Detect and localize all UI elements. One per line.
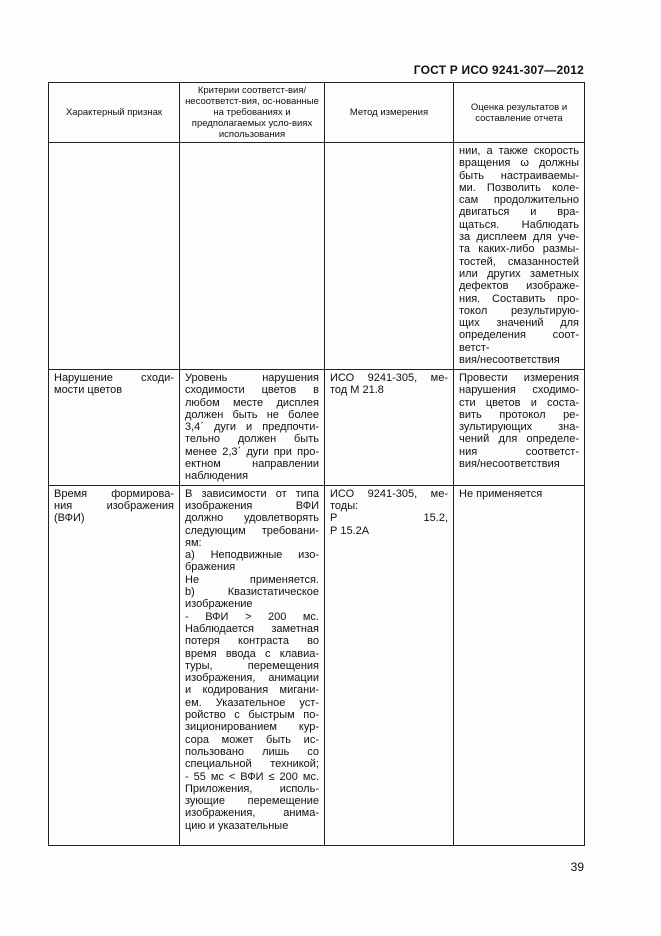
text-line: Р 15.2, xyxy=(330,512,448,525)
text-line: ям: xyxy=(185,536,202,549)
text-line: Наблюдается заметная xyxy=(185,622,319,635)
row1-evaluation xyxy=(454,143,585,370)
header-criteria: Критерии соответст-вия/несоответст-вия, ос-нованные на требованиях и предполагаемых усло-виях использования xyxy=(180,83,325,143)
text-line: вращения ω должны xyxy=(459,157,579,170)
row3-characteristic xyxy=(49,485,180,845)
text-line: нарушения сходимо- xyxy=(459,384,579,397)
text-line: Р 15.2А xyxy=(330,524,370,537)
text-line: вить протокол ре- xyxy=(459,408,579,421)
text-line: ми. Позволить коле- xyxy=(459,181,579,194)
text-line: ния. Составить про- xyxy=(459,292,579,305)
text-line: определения соот- xyxy=(459,329,579,342)
row3-evaluation xyxy=(454,485,585,845)
text-line: ектном направлении xyxy=(185,458,319,471)
text-line: сходимости цветов в xyxy=(185,384,319,397)
text-line: за дисплеем для уче- xyxy=(459,231,579,244)
row1-method xyxy=(325,143,454,370)
document-id: ГОСТ Р ИСО 9241-307—2012 xyxy=(413,63,584,77)
text-line: токол результирую- xyxy=(459,304,579,317)
text-line: ройство с быстрым по- xyxy=(185,709,319,722)
text-line: (ВФИ) xyxy=(54,512,85,525)
text-line: зультирующих зна- xyxy=(459,421,579,434)
row3-criteria xyxy=(180,485,325,845)
text-line: наблюдения xyxy=(185,470,249,483)
page-number: 39 xyxy=(570,860,584,874)
table-row xyxy=(49,143,585,370)
text-line: Не применяется xyxy=(459,487,543,500)
text-line: тоды: xyxy=(330,499,359,512)
text-line: ИСО 9241-305, ме- xyxy=(330,372,448,384)
text-line: ния изображения xyxy=(54,499,174,512)
text-line: Нарушение сходи- xyxy=(54,372,174,384)
header-characteristic: Характерный признак xyxy=(49,83,180,143)
text-line: изображения, анима- xyxy=(185,807,319,820)
text-line: менее 2,3΄ дуги при про- xyxy=(185,445,319,458)
text-line: ветст- xyxy=(459,341,490,354)
text-line: сора может быть ис- xyxy=(185,733,319,746)
header-evaluation: Оценка результатов и составление отчета xyxy=(454,83,585,143)
text-line: или других заметных xyxy=(459,267,579,280)
text-line: быть настраиваемы- xyxy=(459,169,579,182)
text-line: изображения ВФИ xyxy=(185,499,319,512)
text-line: и кодирования мигани- xyxy=(185,684,319,697)
text-line: нии, а также скорость xyxy=(459,145,579,157)
text-line: вия/несоответствия xyxy=(459,458,560,471)
text-line: Провести измерения xyxy=(459,372,579,384)
text-line: туры, перемещения xyxy=(185,659,319,672)
requirements-table xyxy=(48,82,585,846)
text-line: чений для определе- xyxy=(459,433,579,446)
row1-characteristic xyxy=(49,143,180,370)
text-line: бражения xyxy=(185,561,236,574)
row3-method xyxy=(325,485,454,845)
text-line: b) Квазистатическое xyxy=(185,586,319,599)
row2-characteristic xyxy=(49,370,180,486)
text-line: сам продолжительно xyxy=(459,194,579,207)
text-line: ИСО 9241-305, ме- xyxy=(330,487,448,500)
text-line: ния соответст- xyxy=(459,445,579,458)
table-row xyxy=(49,370,585,486)
text-line: а) Неподвижные изо- xyxy=(185,549,319,562)
header-method: Метод измерения xyxy=(325,83,454,143)
text-line: мости цветов xyxy=(54,384,123,397)
table-header-row xyxy=(49,83,585,143)
text-line: специальной техникой; xyxy=(185,758,319,771)
text-line: Не применяется. xyxy=(185,573,319,586)
row2-criteria xyxy=(180,370,325,486)
text-line: любом месте дисплея xyxy=(185,396,319,409)
text-line: - 55 мс < ВФИ ≤ 200 мс. xyxy=(185,770,319,783)
text-line: тостей, смазанностей xyxy=(459,255,579,268)
row2-evaluation xyxy=(454,370,585,486)
text-line: следующим требовани- xyxy=(185,524,319,537)
text-line: тод М 21.8 xyxy=(330,384,384,397)
row1-criteria xyxy=(180,143,325,370)
row2-method xyxy=(325,370,454,486)
text-line: должно удовлетворять xyxy=(185,512,319,525)
text-line: тельно должен быть xyxy=(185,433,319,446)
text-line: дефектов изображе- xyxy=(459,280,579,293)
text-line: Приложения, исполь- xyxy=(185,782,319,795)
text-line: В зависимости от типа xyxy=(185,487,319,500)
text-line: - ВФИ > 200 мс. xyxy=(185,610,319,623)
text-line: щих значений для xyxy=(459,317,579,330)
text-line: пользовано лишь со xyxy=(185,745,319,758)
text-line: должен быть не более xyxy=(185,408,319,421)
text-line: время ввода с клавиа- xyxy=(185,647,319,660)
text-line: цию и указательные xyxy=(185,819,289,832)
text-line: вия/несоответствия xyxy=(459,354,560,367)
text-line: сти цветов и соста- xyxy=(459,396,579,409)
text-line: зиционированием кур- xyxy=(185,721,319,734)
text-line: Уровень нарушения xyxy=(185,372,319,384)
text-line: зующие перемещение xyxy=(185,795,319,808)
text-line: ем. Указательное уст- xyxy=(185,696,319,709)
text-line: изображение xyxy=(185,598,253,611)
text-line: изображения, анимации xyxy=(185,672,319,685)
text-line: та каких-либо размы- xyxy=(459,243,579,256)
text-line: 3,4΄ дуги и предпочти- xyxy=(185,421,319,434)
text-line: двигаться и вра- xyxy=(459,206,579,219)
text-line: потеря контраста во xyxy=(185,635,319,648)
text-line: Время формирова- xyxy=(54,487,174,500)
table-row xyxy=(49,485,585,845)
text-line: щаться. Наблюдать xyxy=(459,218,579,231)
